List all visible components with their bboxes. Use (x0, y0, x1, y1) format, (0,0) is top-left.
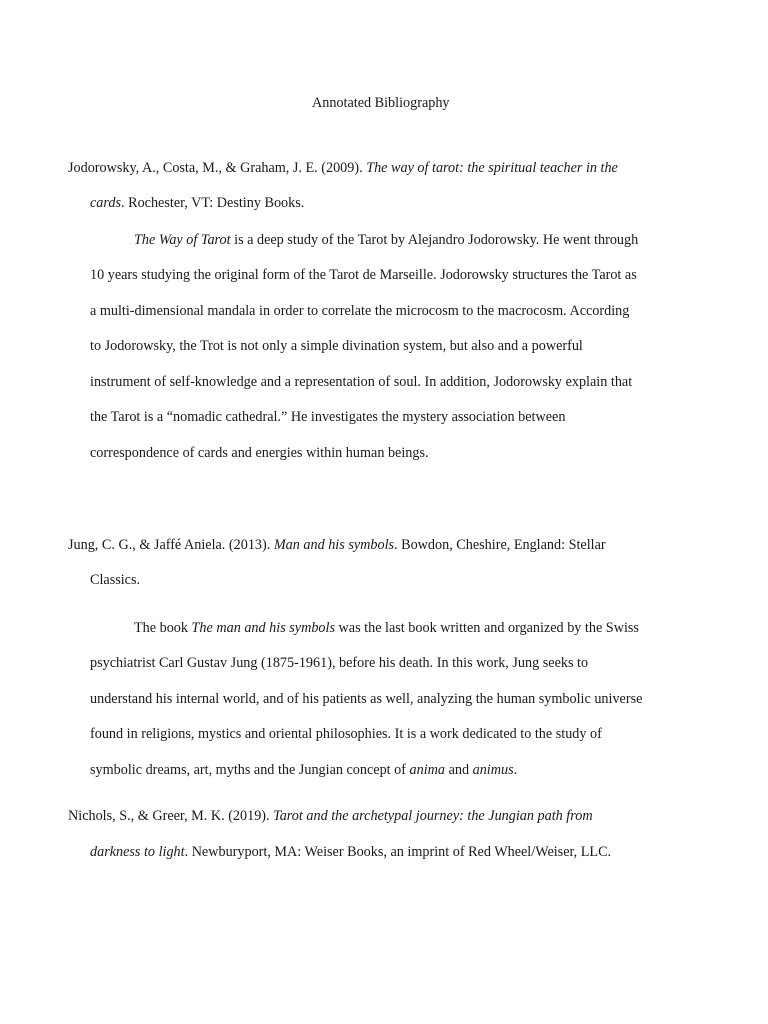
citation-title-continued: darkness to light (90, 844, 185, 860)
citation-publisher: . Newburyport, MA: Weiser Books, an imprint of Red Wheel/Weiser, LLC. (184, 844, 612, 860)
annotation-jodorowsky-line-4: to Jodorowsky, the Trot is not only a simple divination system, but also and a powerful (90, 338, 583, 354)
annotation-term-animus: animus (472, 762, 514, 778)
citation-publisher: . Bowdon, Cheshire, England: Stellar (394, 537, 606, 553)
annotation-jodorowsky-line-7: correspondence of cards and energies within human beings. (90, 445, 429, 461)
annotation-book-title: The Way of Tarot (134, 232, 231, 248)
citation-jung-line-2: Classics. (90, 572, 141, 588)
annotation-jodorowsky-line-1 (134, 233, 638, 247)
annotation-jodorowsky-line-3: a multi-dimensional mandala in order to correlate the microcosm to the macrocosm. According (90, 303, 630, 319)
citation-title: Man and his symbols (273, 537, 395, 553)
annotation-text: symbolic dreams, art, myths and the Jungian concept of (90, 762, 410, 778)
annotation-text: was the last book written and organized by the Swiss (335, 620, 639, 636)
annotation-text: and (445, 762, 473, 778)
citation-jung-line-1 (68, 538, 606, 552)
citation-jodorowsky-line-2 (90, 196, 304, 210)
annotation-jodorowsky-line-5: instrument of self-knowledge and a representation of soul. In addition, Jodorowsky explain that (90, 374, 633, 390)
citation-publisher: . Rochester, VT: Destiny Books. (121, 195, 305, 211)
annotation-text: The book (134, 620, 192, 636)
page-title: Annotated Bibliography (312, 95, 450, 111)
annotation-jung-line-5 (90, 763, 517, 777)
annotation-jodorowsky-line-6: the Tarot is a “nomadic cathedral.” He investigates the mystery association between (90, 409, 566, 425)
annotation-jung-line-1 (134, 621, 639, 635)
citation-authors: Jodorowsky, A., Costa, M., & Graham, J. E. (2009). (68, 160, 367, 176)
citation-nichols-line-1 (68, 809, 593, 823)
annotation-text: . (513, 762, 518, 778)
citation-authors: Nichols, S., & Greer, M. K. (2019). (68, 808, 274, 824)
annotation-text: is a deep study of the Tarot by Alejandro Jodorowsky. He went through (230, 232, 639, 248)
citation-title-continued: cards (90, 195, 122, 211)
citation-authors: Jung, C. G., & Jaffé Aniela. (2013). (68, 537, 274, 553)
annotation-jodorowsky-line-2: 10 years studying the original form of the Tarot de Marseille. Jodorowsky structures the Tarot as (90, 267, 637, 283)
annotation-jung-line-2: psychiatrist Carl Gustav Jung (1875-1961), before his death. In this work, Jung seeks to (90, 655, 589, 671)
annotation-term-anima: anima (409, 762, 446, 778)
annotation-jung-line-4: found in religions, mystics and oriental philosophies. It is a work dedicated to the study of (90, 726, 602, 742)
citation-jodorowsky-line-1 (68, 161, 618, 175)
citation-nichols-line-2 (90, 845, 611, 859)
annotation-book-title: The man and his symbols (191, 620, 335, 636)
citation-title: The way of tarot: the spiritual teacher in the (366, 160, 618, 176)
citation-title: Tarot and the archetypal journey: the Jungian path from (273, 808, 593, 824)
annotation-jung-line-3: understand his internal world, and of his patients as well, analyzing the human symbolic universe (90, 691, 643, 707)
